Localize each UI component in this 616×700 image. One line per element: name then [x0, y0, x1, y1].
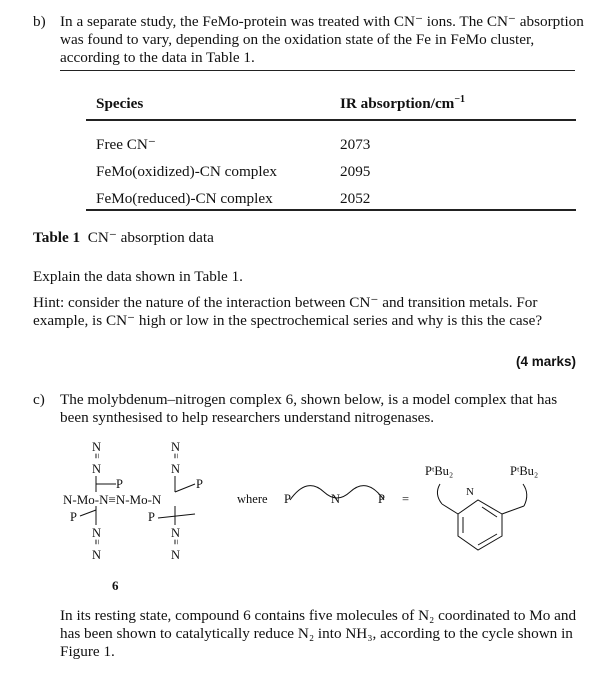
triple-bond: ≡	[90, 539, 102, 545]
triple-bond: ≡	[90, 453, 102, 459]
pnp-p-label: P	[284, 492, 291, 506]
axial-n-atom: N	[92, 548, 102, 562]
col-header-ir: IR absorption/$cm^{-1}$	[340, 93, 466, 112]
ir-value-cell: 2095	[340, 163, 371, 180]
table-bottom-rule	[86, 209, 576, 211]
phosphine-p-label: P	[196, 477, 203, 491]
complex-bond-lines	[60, 470, 220, 530]
species-cell: FeMo(reduced)-CN complex	[96, 190, 273, 207]
compound-number: 6	[112, 578, 119, 593]
where-label: where	[237, 492, 268, 506]
closing-paragraph: In its resting state, compound 6 contains five molecules of N₂ coordinated to Mo and has been shown to catalytically reduce N₂ into NH₃, according to the cycle shown in Figure 1.	[60, 607, 577, 660]
phosphine-p-label: P	[148, 510, 155, 524]
axial-n-atom: N	[171, 462, 181, 476]
table-caption-text: CN⁻ absorption data	[87, 229, 214, 246]
ir-value-cell: 2073	[340, 136, 371, 153]
part-b-letter: b)	[33, 13, 46, 30]
col-header-species: Species	[96, 95, 144, 112]
equals-sign: =	[402, 492, 410, 506]
pyridine-ligand-icon	[420, 470, 570, 560]
intro-underline	[60, 70, 575, 71]
triple-bond: ≡	[169, 539, 181, 545]
axial-n-atom: N	[171, 440, 181, 454]
species-cell: Free CN⁻	[96, 136, 156, 153]
hint-text: Hint: consider the nature of the interaction between CN⁻ and transition metals. For example, is CN⁻ high or low in the spectrochemical series and why is this the case?	[33, 294, 543, 329]
axial-n-atom: N	[92, 526, 102, 540]
triple-bond: ≡	[169, 453, 181, 459]
part-c-intro: The molybdenum–nitrogen complex 6, shown below, is a model complex that has been synthesised to help researchers understand nitrogenases.	[60, 391, 558, 426]
phosphine-p-label: P	[116, 477, 123, 491]
axial-n-atom: N	[171, 526, 181, 540]
pnp-n-label: N	[331, 492, 341, 506]
pbu2-right-label: PᵗBu₂	[510, 464, 539, 478]
axial-n-atom: N	[92, 462, 102, 476]
part-b-intro: In a separate study, the FeMo-protein was treated with CN⁻ ions. The CN⁻ absorption was found to vary, depending on the oxidation state of the Fe in FeMo cluster, according to the data in Table 1.	[60, 13, 584, 66]
bridge-formula: N-Mo-N≡N-Mo-N	[63, 492, 162, 507]
question-text: Explain the data shown in Table 1.	[33, 268, 243, 285]
table-header-rule	[86, 119, 576, 121]
phosphine-p-label: P	[70, 510, 77, 524]
species-cell: FeMo(oxidized)-CN complex	[96, 163, 277, 180]
pnp-p-label: P	[378, 492, 385, 506]
pbu2-left-label: PᵗBu₂	[425, 464, 454, 478]
axial-n-atom: N	[171, 548, 181, 562]
table-caption-label: Table 1	[33, 229, 81, 246]
axial-n-atom: N	[92, 440, 102, 454]
marks-label: (4 marks)	[515, 354, 576, 369]
table-caption	[33, 229, 214, 247]
pyridine-n-label: N	[466, 486, 474, 498]
part-c-letter: c)	[33, 391, 45, 408]
ir-value-cell: 2052	[340, 190, 371, 207]
